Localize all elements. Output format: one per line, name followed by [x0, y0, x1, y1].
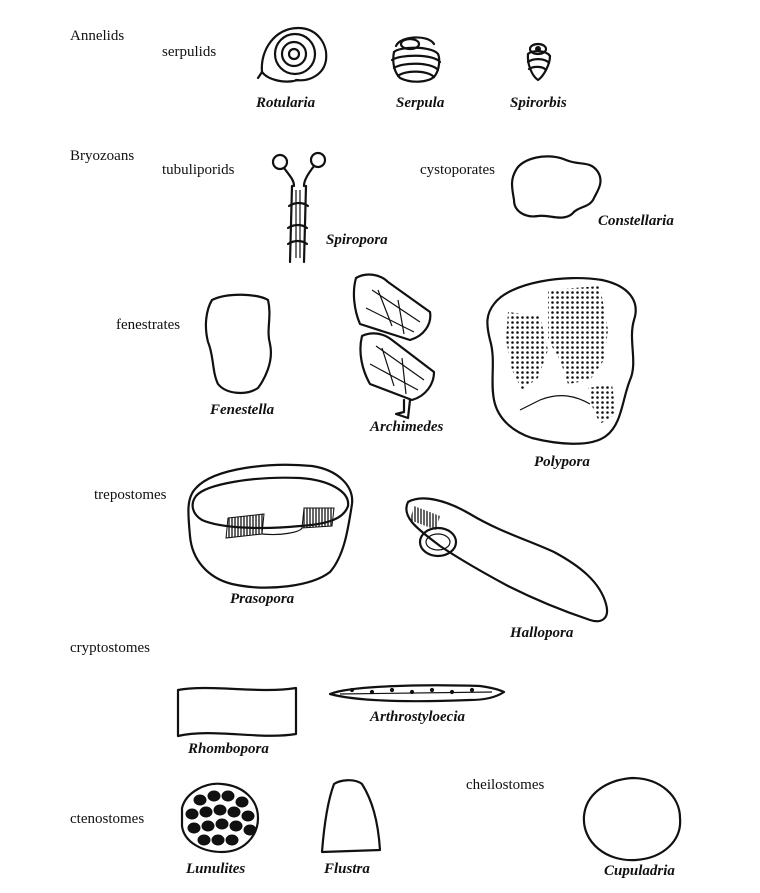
rhombopora-fossil [178, 688, 296, 736]
caption-arthrostyloecia: Arthrostyloecia [370, 709, 466, 725]
order-label-cheilostomes: cheilostomes [466, 777, 545, 793]
group-label-bryozoans: Bryozoans [70, 148, 135, 164]
caption-hallopora: Hallopora [510, 625, 574, 641]
caption-spirorbis: Spirorbis [510, 95, 567, 111]
spirorbis-fossil [528, 44, 550, 80]
caption-spiropora: Spiropora [326, 232, 388, 248]
rotularia-fossil [258, 28, 326, 82]
constellaria-fossil [512, 156, 601, 217]
caption-serpula: Serpula [396, 95, 445, 111]
order-label-tubuliporids: tubuliporids [162, 162, 235, 178]
caption-archimedes: Archimedes [370, 419, 444, 435]
caption-prasopora: Prasopora [230, 591, 295, 607]
lunulites-fossil [182, 784, 258, 852]
spiropora-fossil [273, 153, 325, 262]
polypora-fossil [487, 278, 635, 444]
fenestella-fossil [206, 295, 271, 393]
order-label-fenestrates: fenestrates [116, 317, 181, 333]
caption-constellaria: Constellaria [598, 213, 674, 229]
order-label-ctenostomes: ctenostomes [70, 811, 145, 827]
order-label-cryptostomes: cryptostomes [70, 640, 150, 656]
order-label-trepostomes: trepostomes [94, 487, 167, 503]
prasopora-fossil [188, 465, 352, 588]
caption-lunulites: Lunulites [186, 861, 246, 877]
order-label-serpulids: serpulids [162, 44, 217, 60]
serpula-fossil [392, 37, 440, 81]
flustra-fossil [322, 780, 380, 852]
arthrostyloecia-fossil [330, 685, 504, 701]
caption-flustra: Flustra [324, 861, 370, 877]
caption-cupuladria: Cupuladria [604, 863, 675, 879]
group-label-annelids: Annelids [70, 28, 125, 44]
caption-rotularia: Rotularia [256, 95, 316, 111]
order-label-cystoporates: cystoporates [420, 162, 495, 178]
hallopora-fossil [406, 498, 607, 621]
caption-polypora: Polypora [534, 454, 590, 470]
archimedes-fossil [354, 275, 434, 418]
caption-rhombopora: Rhombopora [188, 741, 269, 757]
caption-fenestella: Fenestella [210, 402, 275, 418]
cupuladria-fossil [584, 778, 680, 860]
